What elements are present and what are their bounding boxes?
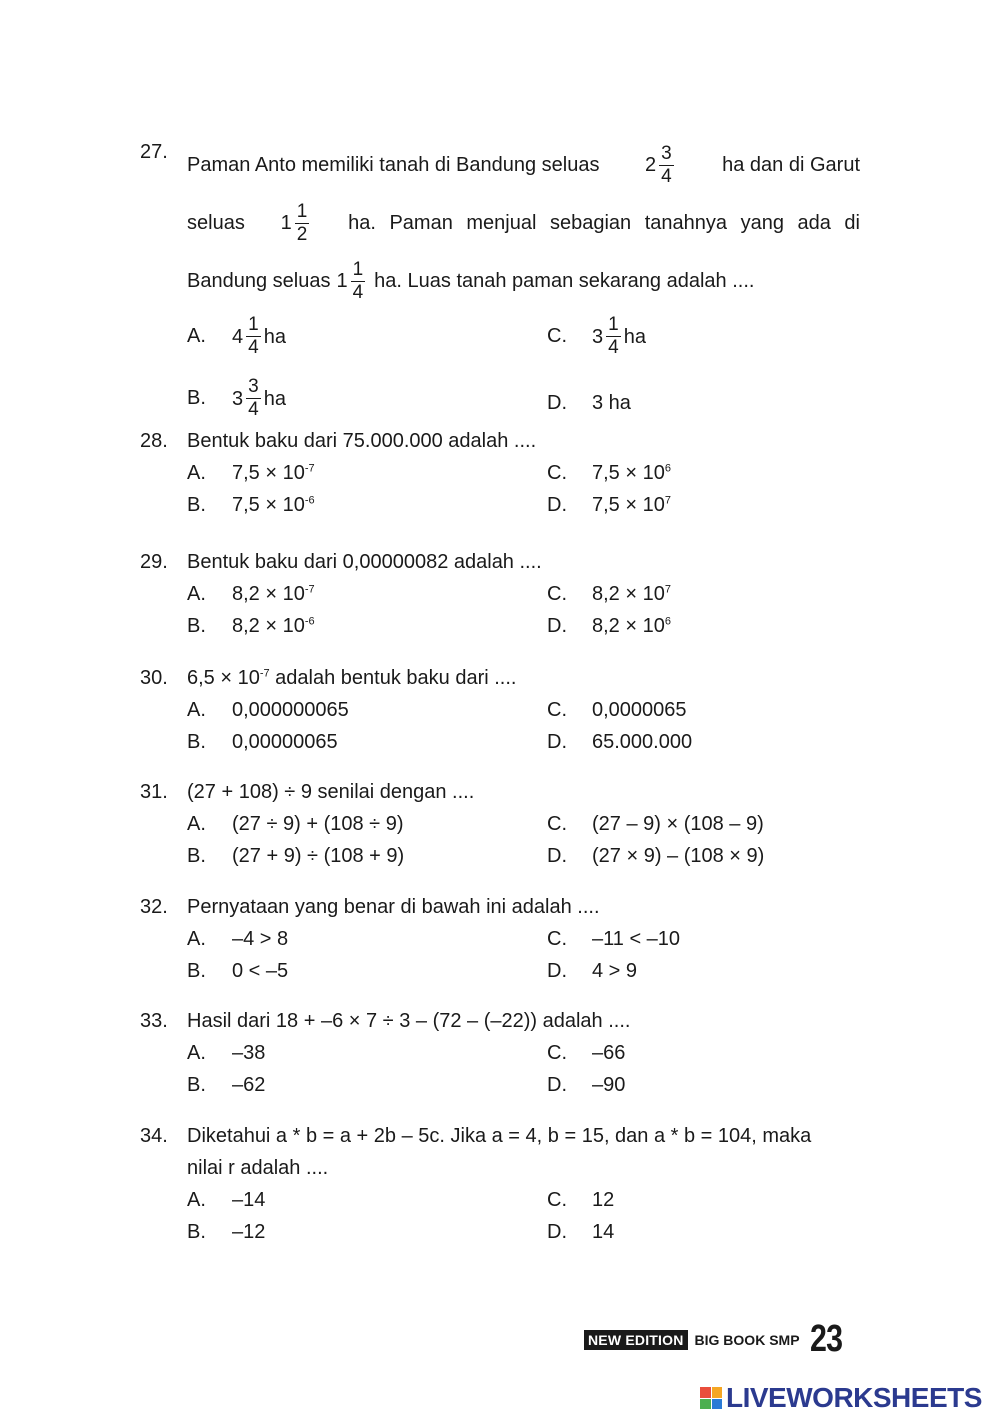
option-b[interactable]: B. $7,5 \times 10^{-6}$ — [187, 494, 315, 516]
liveworksheets-watermark — [700, 1382, 982, 1414]
question-31 — [140, 776, 860, 872]
option-a[interactable]: A. 0,000000065 — [187, 699, 349, 721]
question-text: Bentuk baku dari 75.000.000 adalah .... — [187, 430, 537, 452]
question-number: 31. — [140, 781, 168, 803]
option-b[interactable]: B. (27 + 9) ÷ (108 + 9) — [187, 845, 405, 867]
question-number: 34. — [140, 1125, 168, 1147]
option-d[interactable]: D. (27 × 9) – (108 × 9) — [547, 845, 765, 867]
question-number: 32. — [140, 896, 168, 918]
option-d[interactable]: D. –90 — [547, 1074, 626, 1096]
question-line: Bandung seluas 1 $\frac{1}{4}$ ha. Luas tanah paman sekarang adalah .... — [187, 258, 755, 303]
option-c[interactable]: C. 12 — [547, 1189, 615, 1211]
question-number: 30. — [140, 667, 168, 689]
question-line: seluas 1 $\frac{1}{2}$ ha. Paman menjual sebagian tanahnya yang ada di — [187, 200, 860, 245]
page-footer — [584, 1318, 850, 1361]
question-text: (27 + 108) ÷ 9 senilai dengan .... — [187, 781, 475, 803]
option-c[interactable]: C. $8,2 \times 10^7$ — [547, 583, 671, 605]
question-text: Bentuk baku dari 0,00000082 adalah .... — [187, 551, 542, 573]
question-text: Diketahui a * b = a + 2b – 5c. Jika a = 4, b = 15, dan a * b = 104, maka — [187, 1125, 812, 1147]
question-text: Hasil dari 18 + –6 × 7 ÷ 3 – (72 – (–22)) adalah .... — [187, 1010, 631, 1032]
question-number: 29. — [140, 551, 168, 573]
page-number: 23 — [809, 1318, 842, 1360]
option-d[interactable]: D. $8,2 \times 10^6$ — [547, 615, 671, 637]
question-number: 28. — [140, 430, 168, 452]
option-d[interactable]: D. 14 — [547, 1221, 615, 1243]
option-c[interactable]: C. 0,0000065 — [547, 699, 687, 721]
option-b[interactable]: B. 0,00000065 — [187, 731, 338, 753]
option-a[interactable]: A. –4 > 8 — [187, 928, 289, 950]
option-d[interactable]: D. $7,5 \times 10^7$ — [547, 494, 671, 516]
book-title: BIG BOOK SMP — [694, 1331, 800, 1348]
question-30 — [140, 662, 860, 758]
question-line: Paman Anto memiliki tanah di Bandung seluas 2 $\frac{3}{4}$ ha dan di Garut — [187, 142, 860, 187]
options — [187, 808, 860, 872]
question-29 — [140, 546, 860, 642]
question-33 — [140, 1005, 860, 1101]
option-a[interactable]: A. $7,5 \times 10^{-7}$ — [187, 462, 315, 484]
option-a[interactable]: A. $8,2 \times 10^{-7}$ — [187, 583, 315, 605]
option-b[interactable]: B. –12 — [187, 1221, 266, 1243]
option-d[interactable]: D. 3 ha — [547, 392, 631, 414]
option-d[interactable]: D. 4 > 9 — [547, 960, 638, 982]
question-34 — [140, 1120, 860, 1248]
liveworksheets-logo-icon — [700, 1387, 722, 1409]
option-b[interactable]: B. –62 — [187, 1074, 266, 1096]
option-a[interactable]: A. 4 $\frac{1}{4}$ ha — [187, 314, 286, 358]
question-number: 33. — [140, 1010, 168, 1032]
option-a[interactable]: A. (27 ÷ 9) + (108 ÷ 9) — [187, 813, 404, 835]
option-a[interactable]: A. –38 — [187, 1042, 266, 1064]
options — [187, 457, 860, 521]
option-c[interactable]: C. (27 – 9) × (108 – 9) — [547, 813, 764, 835]
option-d[interactable]: D. 65.000.000 — [547, 731, 693, 753]
mixed-fraction: 1 $\frac{1}{2}$ — [280, 200, 308, 245]
mixed-fraction: 1 $\frac{1}{4}$ — [336, 258, 364, 303]
options — [187, 578, 860, 642]
option-b[interactable]: B. 0 < –5 — [187, 960, 289, 982]
watermark-text: LIVEWORKSHEETS — [726, 1382, 982, 1413]
option-c[interactable]: C. –11 < –10 — [547, 928, 681, 950]
question-number: 27. — [140, 141, 168, 163]
question-text-line2: nilai r adalah .... — [187, 1157, 329, 1179]
option-b[interactable]: B. 3 $\frac{3}{4}$ ha — [187, 376, 286, 420]
question-text: $6,5 \times 10^{-7}$ adalah bentuk baku dari .... — [187, 667, 517, 689]
option-a[interactable]: A. –14 — [187, 1189, 266, 1211]
option-c[interactable]: C. 3 $\frac{1}{4}$ ha — [547, 314, 646, 358]
question-text: Pernyataan yang benar di bawah ini adalah .... — [187, 896, 600, 918]
options — [187, 1184, 860, 1248]
options — [187, 310, 860, 438]
option-b[interactable]: B. $8,2 \times 10^{-6}$ — [187, 615, 315, 637]
edition-badge: NEW EDITION — [584, 1330, 688, 1350]
option-c[interactable]: C. $7,5 \times 10^6$ — [547, 462, 671, 484]
question-27 — [140, 136, 860, 438]
options — [187, 1037, 860, 1101]
question-32 — [140, 891, 860, 987]
question-28 — [140, 425, 860, 521]
options — [187, 923, 860, 987]
options — [187, 694, 860, 758]
option-c[interactable]: C. –66 — [547, 1042, 626, 1064]
mixed-fraction: 2 $\frac{3}{4}$ — [644, 142, 672, 187]
